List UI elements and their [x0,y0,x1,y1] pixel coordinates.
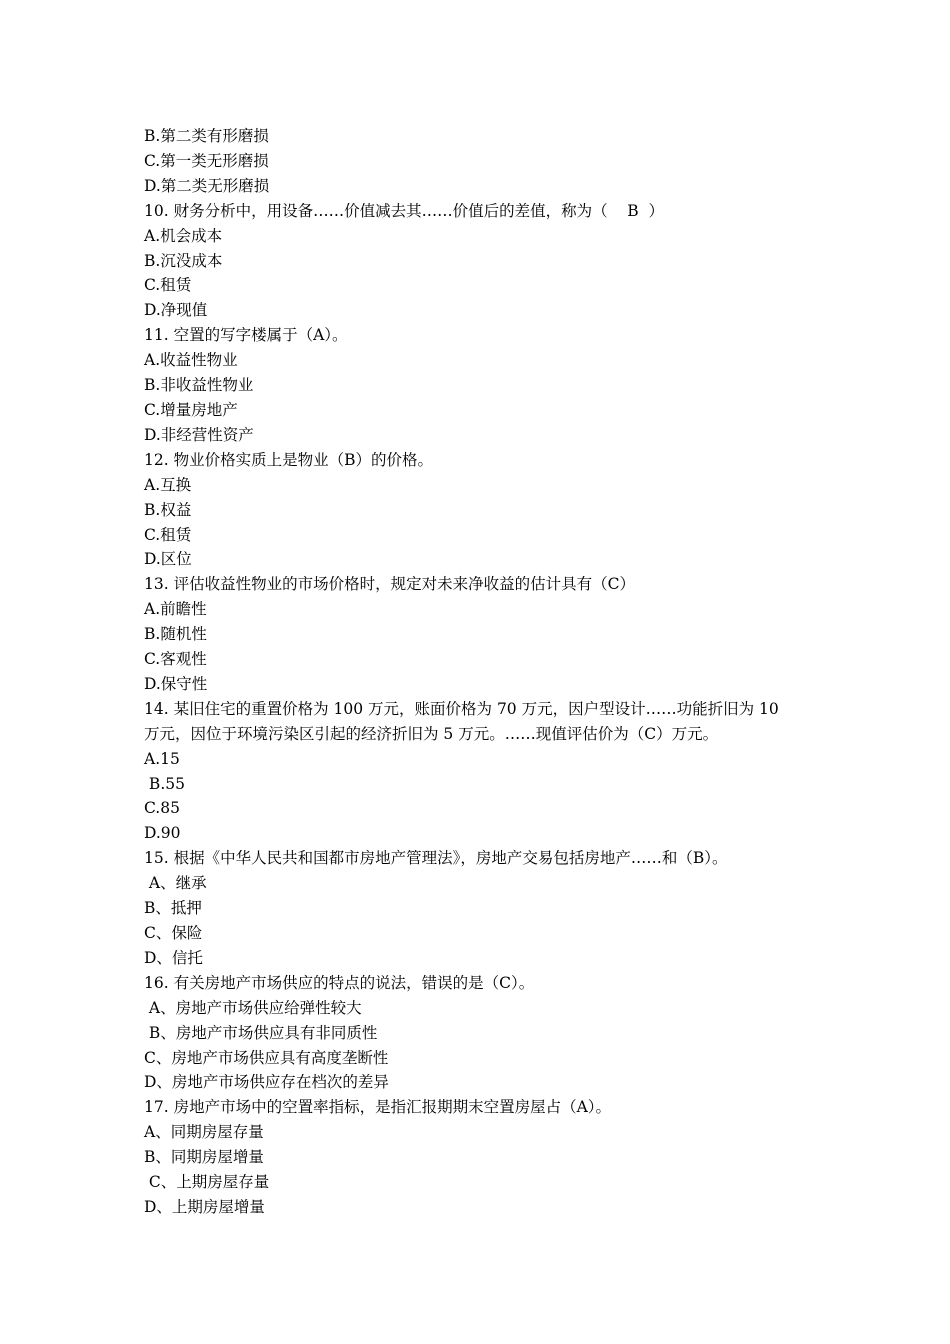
q12-option-c: C.租赁 [144,525,192,544]
q12-option-a: A.互换 [144,475,192,494]
q12-option-b: B.权益 [144,500,192,519]
q14-option-d: D.90 [144,824,181,843]
question-17: 17. 房地产市场中的空置率指标，是指汇报期期末空置房屋占（A）。 [144,1098,612,1117]
q15-option-d: D、信托 [144,948,203,967]
question-16: 16. 有关房地产市场供应的特点的说法，错误的是（C）。 [144,973,535,992]
q15-option-b: B、抵押 [144,899,202,918]
q10-option-c: C.租赁 [144,276,192,295]
q10-option-b: B.沉没成本 [144,251,223,270]
question-12: 12. 物业价格实质上是物业（B）的价格。 [144,450,433,469]
q11-option-c: C.增量房地产 [144,400,238,419]
q12-option-d: D.区位 [144,550,192,569]
question-11: 11. 空置的写字楼属于（A）。 [144,326,348,345]
q11-option-a: A.收益性物业 [144,351,238,370]
question-13: 13. 评估收益性物业的市场价格时，规定对未来净收益的估计具有（C） [144,575,635,594]
q13-option-a: A.前瞻性 [144,600,207,619]
q15-option-a: A、继承 [144,874,207,893]
q13-option-c: C.客观性 [144,650,207,669]
q16-option-b: B、房地产市场供应具有非同质性 [144,1023,378,1042]
q17-option-d: D、上期房屋增量 [144,1197,265,1216]
option-line-d: D.第二类无形磨损 [144,176,270,195]
q16-option-a: A、房地产市场供应给弹性较大 [144,998,362,1017]
option-line-b: B.第二类有形磨损 [144,127,269,145]
q11-option-d: D.非经营性资产 [144,425,254,444]
question-14-continued: 万元，因位于环境污染区引起的经济折旧为 5 万元。……现值评估价为（C）万元。 [144,724,719,743]
question-14: 14. 某旧住宅的重置价格为 100 万元，账面价格为 70 万元，因户型设计……功能折旧为 10 [144,699,779,718]
q10-option-d: D.净现值 [144,301,208,320]
question-15: 15. 根据《中华人民共和国都市房地产管理法》，房地产交易包括房地产……和（B）。 [144,849,728,868]
q17-option-c: C、上期房屋存量 [144,1173,270,1192]
q10-option-a: A.机会成本 [144,226,223,245]
q16-option-c: C、房地产市场供应具有高度垄断性 [144,1048,389,1067]
q14-option-b: B.55 [144,774,185,793]
q15-option-c: C、保险 [144,924,203,942]
q14-option-a: A.15 [144,749,180,768]
option-line-c: C.第一类无形磨损 [144,151,269,170]
q13-option-d: D.保守性 [144,674,208,693]
q14-option-c: C.85 [144,799,180,818]
q17-option-a: A、同期房屋存量 [144,1123,264,1142]
question-10: 10. 财务分析中，用设备……价值减去其……价值后的差值，称为（ B ） [144,201,665,220]
q13-option-b: B.随机性 [144,625,207,644]
document-body [144,124,816,1220]
q11-option-b: B.非收益性物业 [144,376,254,395]
q16-option-d: D、房地产市场供应存在档次的差异 [144,1073,389,1092]
q17-option-b: B、同期房屋增量 [144,1148,264,1167]
